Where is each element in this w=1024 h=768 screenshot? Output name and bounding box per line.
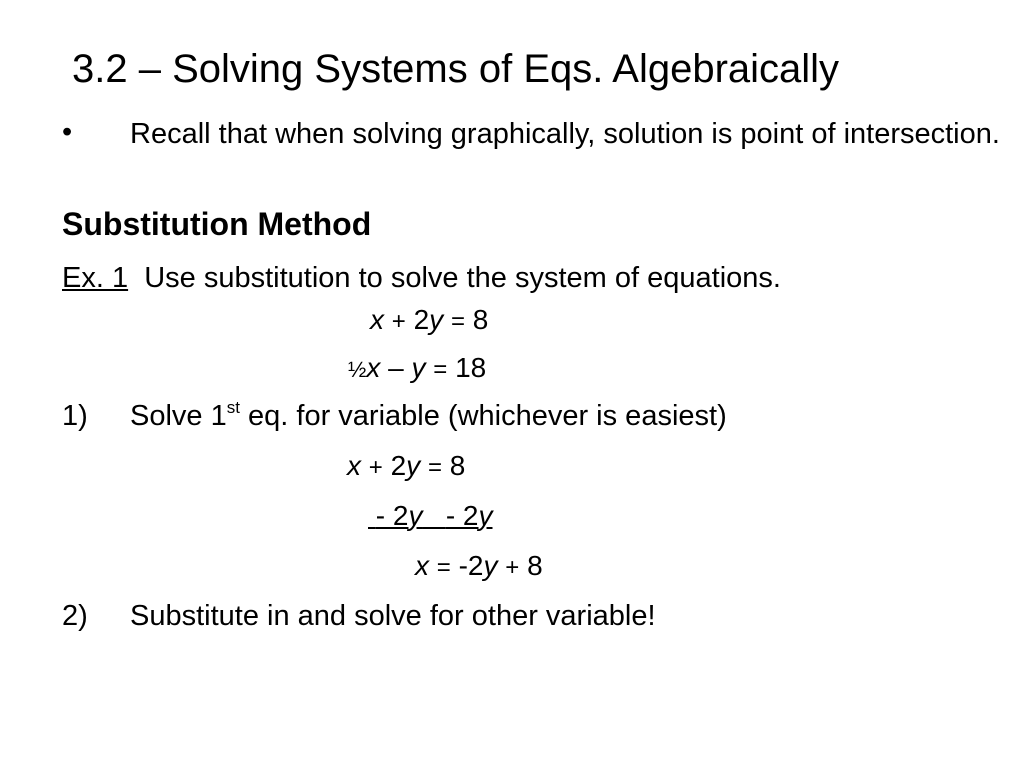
work3-equals: = — [436, 554, 451, 581]
work3-plus: + — [505, 554, 520, 581]
step-1-number: 1) — [62, 400, 88, 432]
eq1-rhs: 8 — [472, 304, 489, 335]
step-2-text: Substitute in and solve for other variable! — [130, 600, 656, 632]
work1-equals: = — [427, 454, 442, 481]
slide-title: 3.2 – Solving Systems of Eqs. Algebraically — [72, 47, 840, 91]
work3-var-x: x — [415, 550, 429, 581]
bullet-text: Recall that when solving graphically, solution is point of intersection. — [130, 118, 1000, 150]
step-1-text-after: eq. for variable (whichever is easiest) — [248, 400, 727, 432]
example-text: Use substitution to solve the system of equations. — [144, 262, 781, 294]
work2-right-var: y — [478, 500, 493, 531]
bullet-marker: • — [62, 116, 73, 148]
eq1-var-y: y — [429, 304, 444, 335]
work1-plus: + — [368, 454, 383, 481]
eq2-var-x: x — [366, 352, 381, 383]
eq2-var-y: y — [411, 352, 426, 383]
work1-var-y: y — [406, 450, 421, 481]
step-1-text-before: Solve 1 — [130, 400, 227, 432]
eq1-var-x: x — [370, 304, 384, 335]
work3-rhs: 8 — [527, 550, 543, 581]
section-heading: Substitution Method — [62, 206, 372, 242]
work1-var-x: x — [347, 450, 361, 481]
eq2-equals: = — [433, 356, 448, 383]
eq2-rhs: 18 — [455, 352, 487, 383]
work2-left-coef: - 2 — [375, 500, 409, 531]
work1-coef: 2 — [390, 450, 407, 481]
eq1-coef: 2 — [413, 304, 430, 335]
eq1-equals: = — [450, 308, 465, 335]
work1-rhs: 8 — [449, 450, 466, 481]
system-equation-1 — [370, 302, 488, 340]
eq1-plus: + — [391, 308, 406, 335]
work2-right-coef: - 2 — [445, 500, 479, 531]
step-2-number: 2) — [62, 600, 88, 632]
example-label: Ex. 1 — [62, 262, 129, 294]
work2-left-var: y — [408, 500, 423, 531]
work-line-2 — [368, 498, 493, 534]
eq2-fraction: ½ — [348, 357, 367, 382]
work3-coef: -2 — [458, 550, 484, 581]
step-1-superscript: st — [226, 398, 240, 417]
eq2-minus: – — [388, 352, 404, 383]
example-line — [62, 258, 781, 298]
work-line-3 — [415, 548, 543, 586]
step-1-text — [130, 396, 727, 436]
system-equation-2 — [348, 350, 486, 388]
work3-var-y: y — [483, 550, 498, 581]
work-line-1 — [347, 448, 465, 486]
